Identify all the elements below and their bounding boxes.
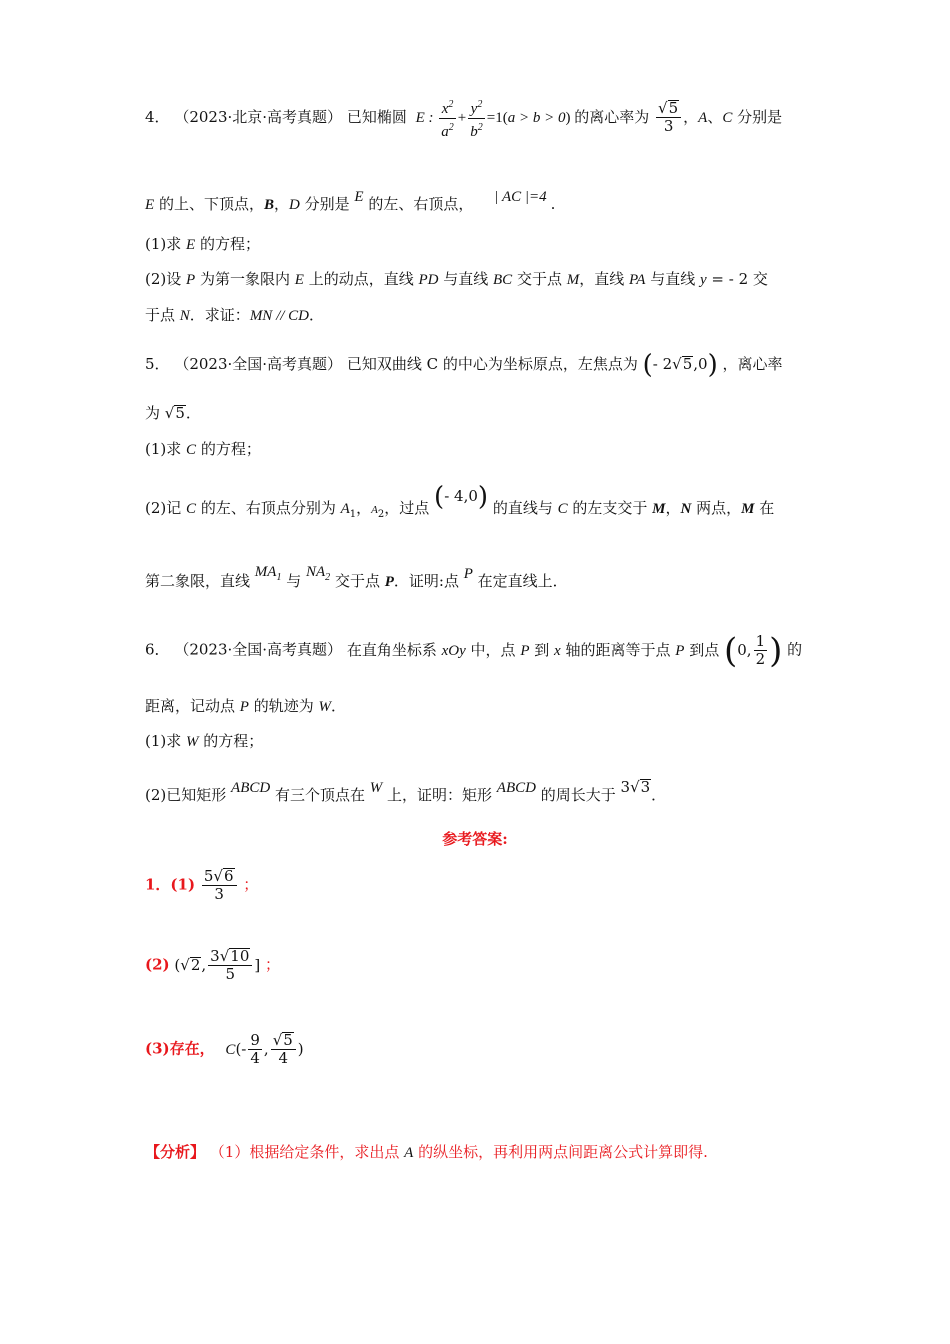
problem-5-part-1: (1)求 C 的方程；: [145, 440, 261, 458]
answer-1-2: (2) (√2, $\frac{3√10}{5}$ ] ；: [145, 947, 281, 983]
focus-point: (- 2√5,0): [642, 350, 718, 380]
answer-1-2-value: (√2, $\frac{3√10}{5}$ ]: [174, 947, 261, 983]
ellipse-equation: E : $\frac{x^2}{a^2}$ + $\frac{y^2}{b^2}$ =1(a > b > 0): [416, 110, 575, 126]
problem-6-line-2: 距离，记动点 P 的轨迹为 W．: [145, 697, 347, 715]
eccentricity-value: $\frac{√5}{3}$: [656, 100, 681, 135]
ac-equation: | AC |=4: [494, 189, 547, 205]
answer-1-1-value: $\frac{5√6}{3}$: [202, 868, 237, 903]
problem-5-line-2: 为 √5．: [145, 404, 201, 422]
answer-1-1: 1．(1) $\frac{5√6}{3}$ ；: [145, 867, 259, 903]
problem-5-part-2-b: 第二象限，直线 $MA_1$ 与 $NA_2$ 交于点 P．证明:点 P 在定直线上．: [145, 564, 568, 590]
problem-4-line-1: 4． （2023·北京·高考真题） 已知椭圆 E : $\frac{x^2}{a^2}$ + $\frac{y^2}{b^2}$ =1(a > b > 0) 的离心率为 $\frac{√5}{3}$ ，A、C 分别是: [145, 96, 782, 141]
point-zero-half: (0, $\frac{1}{2}$ ): [723, 630, 783, 671]
analysis-line: [145, 1142, 708, 1163]
problem-number: 5．: [145, 355, 170, 373]
problem-4-part-2-b: 于点 N．求证：MN // CD．: [145, 306, 325, 324]
problem-source: （2023·全国·高考真题）: [174, 640, 343, 659]
problem-4-part-2-a: (2)设 P 为第一象限内 E 上的动点，直线 PD 与直线 BC 交于点 M，直线 PA 与直线 y = - 2 交: [145, 270, 768, 288]
problem-6-part-1: (1)求 W 的方程；: [145, 732, 264, 750]
problem-4-line-2: E 的上、下顶点，B，D 分别是 E 的左、右顶点， | AC |=4 .: [145, 189, 556, 213]
analysis-text: （1）根据给定条件，求出点 A 的纵坐标，再利用两点间距离公式计算即得.: [209, 1143, 708, 1161]
problem-6-line-1: 6． （2023·全国·高考真题） 在直角坐标系 xOy 中，点 P 到 x 轴的距离等于点 P 到点 (0, $\frac{1}{2}$ ) 的: [145, 630, 803, 671]
problem-5-part-2-a: (2)记 C 的左、右顶点分别为 $A_1$，$A_2$，过点 (- 4,0) 的直线与 C 的左支交于 M，N 两点，M 在: [145, 482, 775, 520]
problem-6-part-2: (2)已知矩形 ABCD 有三个顶点在 W 上，证明：矩形 ABCD 的周长大于 3√3．: [145, 778, 667, 804]
problem-number: 6．: [145, 640, 170, 659]
answers-heading: 参考答案:: [442, 830, 508, 848]
analysis-tag: 【分析】: [145, 1143, 206, 1161]
answer-1-3: (3)存在， C(- $\frac{9}{4}$ , $\frac{√5}{4}$ ): [145, 1031, 304, 1067]
problem-4-part-1: (1)求 E 的方程；: [145, 235, 260, 253]
problem-number: 4．: [145, 107, 170, 126]
problem-5-line-1: 5． （2023·全国·高考真题） 已知双曲线 C 的中心为坐标原点，左焦点为 (- 2√5,0) ，离心率: [145, 350, 783, 380]
problem-source: （2023·全国·高考真题）: [174, 355, 343, 373]
problem-source: （2023·北京·高考真题）: [174, 107, 343, 126]
answer-1-3-value: C(- $\frac{9}{4}$ , $\frac{√5}{4}$ ): [225, 1031, 304, 1067]
